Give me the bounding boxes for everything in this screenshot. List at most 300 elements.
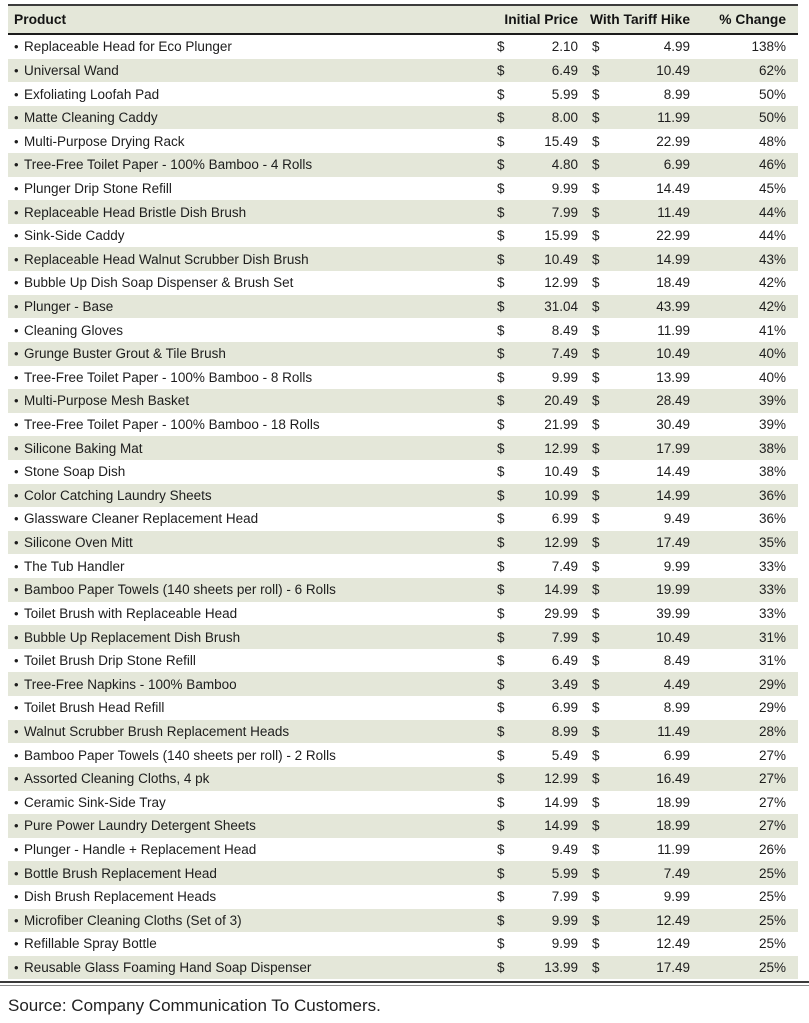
bullet-icon: •: [14, 322, 19, 338]
table-row: [8, 625, 798, 649]
pct-change-cell: 46%: [692, 153, 798, 177]
tariff-price-cell: [580, 814, 692, 838]
pct-change-cell: 25%: [692, 956, 798, 980]
pct-change-cell: 31%: [692, 625, 798, 649]
product-name: Walnut Scrubber Brush Replacement Heads: [24, 723, 290, 739]
initial-price-cell: [490, 224, 580, 248]
currency-symbol: $: [592, 369, 600, 385]
currency-symbol: $: [592, 700, 600, 716]
currency-symbol: $: [497, 912, 505, 928]
pct-change-cell: 138%: [692, 34, 798, 59]
tariff-price-cell: [580, 436, 692, 460]
currency-symbol: $: [497, 180, 505, 196]
tariff-price-value: 28.49: [656, 393, 690, 409]
product-cell: [8, 507, 490, 531]
table-row: [8, 129, 798, 153]
bullet-icon: •: [14, 842, 19, 858]
product-name: Plunger - Base: [24, 299, 114, 314]
pct-change-cell: 29%: [692, 672, 798, 696]
initial-price-cell: [490, 106, 580, 130]
currency-symbol: $: [592, 842, 600, 858]
currency-symbol: $: [497, 558, 505, 574]
product-name: Replaceable Head Bristle Dish Brush: [24, 204, 247, 220]
table-row: [8, 460, 798, 484]
tariff-price-cell: [580, 342, 692, 366]
product-name: The Tub Handler: [24, 558, 125, 574]
initial-price-value: 5.99: [551, 865, 578, 881]
tariff-price-value: 8.99: [663, 86, 690, 102]
initial-price-value: 9.99: [551, 369, 578, 385]
currency-symbol: $: [497, 487, 505, 503]
currency-symbol: $: [592, 487, 600, 503]
tariff-price-value: 10.49: [656, 629, 690, 645]
bullet-icon: •: [14, 582, 19, 598]
initial-price-cell: [490, 767, 580, 791]
currency-symbol: $: [592, 794, 600, 810]
tariff-price-cell: [580, 625, 692, 649]
bullet-icon: •: [14, 936, 19, 952]
table-row: [8, 838, 798, 862]
table-row: [8, 436, 798, 460]
initial-price-value: 31.04: [544, 299, 578, 314]
initial-price-value: 3.49: [551, 676, 578, 692]
product-cell: [8, 271, 490, 295]
tariff-price-value: 8.49: [663, 653, 690, 669]
product-cell: [8, 295, 490, 319]
tariff-price-cell: [580, 767, 692, 791]
tariff-price-value: 16.49: [656, 771, 690, 787]
currency-symbol: $: [497, 653, 505, 669]
table-row: [8, 554, 798, 578]
tariff-price-cell: [580, 200, 692, 224]
bullet-icon: •: [14, 794, 19, 810]
table-row: [8, 224, 798, 248]
currency-symbol: $: [497, 133, 505, 149]
product-cell: [8, 791, 490, 815]
product-cell: [8, 672, 490, 696]
product-cell: [8, 649, 490, 673]
tariff-price-value: 8.99: [663, 700, 690, 716]
product-cell: [8, 696, 490, 720]
product-name: Bubble Up Replacement Dish Brush: [24, 629, 241, 645]
currency-symbol: $: [592, 228, 600, 244]
tariff-price-cell: [580, 696, 692, 720]
bullet-icon: •: [14, 393, 19, 409]
product-name: Toilet Brush with Replaceable Head: [24, 605, 238, 621]
bullet-icon: •: [14, 299, 19, 314]
product-name: Toilet Brush Head Refill: [24, 700, 165, 716]
product-name: Stone Soap Dish: [24, 464, 126, 480]
pct-change-cell: 36%: [692, 484, 798, 508]
product-name: Matte Cleaning Caddy: [24, 110, 158, 126]
initial-price-cell: [490, 82, 580, 106]
pct-change-cell: 27%: [692, 743, 798, 767]
price-hike-table-exhibit: [0, 4, 809, 1023]
table-row: [8, 861, 798, 885]
tariff-price-value: 10.49: [656, 62, 690, 78]
currency-symbol: $: [497, 771, 505, 787]
pct-change-cell: 36%: [692, 507, 798, 531]
currency-symbol: $: [497, 794, 505, 810]
currency-symbol: $: [592, 960, 600, 976]
currency-symbol: $: [497, 865, 505, 881]
tariff-price-cell: [580, 909, 692, 933]
pct-change-cell: 42%: [692, 271, 798, 295]
product-cell: [8, 59, 490, 83]
pct-change-cell: 44%: [692, 224, 798, 248]
pct-change-cell: 26%: [692, 838, 798, 862]
table-row: [8, 247, 798, 271]
tariff-price-value: 39.99: [656, 605, 690, 621]
table-row: [8, 153, 798, 177]
table-row: [8, 743, 798, 767]
bullet-icon: •: [14, 440, 19, 456]
tariff-price-cell: [580, 885, 692, 909]
tariff-price-value: 11.99: [657, 110, 690, 126]
tariff-price-cell: [580, 247, 692, 271]
initial-price-value: 29.99: [544, 605, 578, 621]
initial-price-value: 15.49: [544, 133, 578, 149]
product-name: Grunge Buster Grout & Tile Brush: [24, 346, 226, 362]
tariff-price-value: 6.99: [663, 157, 690, 173]
product-name: Dish Brush Replacement Heads: [24, 889, 217, 905]
currency-symbol: $: [592, 62, 600, 78]
currency-symbol: $: [497, 110, 505, 126]
table-row: [8, 59, 798, 83]
tariff-price-value: 22.99: [656, 133, 690, 149]
currency-symbol: $: [592, 440, 600, 456]
currency-symbol: $: [497, 582, 505, 598]
currency-symbol: $: [497, 723, 505, 739]
tariff-price-value: 11.99: [657, 322, 690, 338]
table-row: [8, 82, 798, 106]
initial-price-value: 6.99: [551, 511, 578, 527]
product-cell: [8, 531, 490, 555]
product-name: Plunger - Handle + Replacement Head: [24, 842, 257, 858]
currency-symbol: $: [592, 299, 600, 314]
pct-change-cell: 25%: [692, 909, 798, 933]
product-cell: [8, 861, 490, 885]
product-name: Reusable Glass Foaming Hand Soap Dispenser: [24, 960, 312, 976]
currency-symbol: $: [497, 157, 505, 173]
initial-price-cell: [490, 743, 580, 767]
pct-change-cell: 25%: [692, 885, 798, 909]
initial-price-cell: [490, 578, 580, 602]
tariff-price-value: 10.49: [656, 346, 690, 362]
initial-price-cell: [490, 413, 580, 437]
product-name: Microfiber Cleaning Cloths (Set of 3): [24, 912, 242, 928]
currency-symbol: $: [592, 180, 600, 196]
bullet-icon: •: [14, 558, 19, 574]
tariff-price-value: 18.49: [656, 275, 690, 291]
product-cell: [8, 625, 490, 649]
table-row: [8, 909, 798, 933]
product-cell: [8, 318, 490, 342]
table-row: [8, 318, 798, 342]
bullet-icon: •: [14, 417, 19, 433]
pct-change-cell: 39%: [692, 413, 798, 437]
bullet-icon: •: [14, 535, 19, 551]
currency-symbol: $: [592, 747, 600, 763]
tariff-price-value: 17.49: [656, 535, 690, 551]
tariff-price-value: 18.99: [656, 794, 690, 810]
currency-symbol: $: [497, 204, 505, 220]
product-cell: [8, 34, 490, 59]
initial-price-cell: [490, 814, 580, 838]
product-cell: [8, 720, 490, 744]
initial-price-cell: [490, 861, 580, 885]
table-row: [8, 720, 798, 744]
table-row: [8, 484, 798, 508]
initial-price-value: 6.49: [551, 653, 578, 669]
pct-change-cell: 29%: [692, 696, 798, 720]
product-name: Tree-Free Toilet Paper - 100% Bamboo - 4 Rolls: [24, 157, 313, 173]
initial-price-value: 12.99: [544, 535, 578, 551]
table-row: [8, 389, 798, 413]
currency-symbol: $: [497, 62, 505, 78]
currency-symbol: $: [592, 393, 600, 409]
currency-symbol: $: [592, 818, 600, 834]
tariff-price-cell: [580, 932, 692, 956]
bullet-icon: •: [14, 204, 19, 220]
bullet-icon: •: [14, 605, 19, 621]
product-cell: [8, 413, 490, 437]
pct-change-cell: 28%: [692, 720, 798, 744]
tariff-price-value: 12.49: [656, 936, 690, 952]
initial-price-cell: [490, 531, 580, 555]
currency-symbol: $: [497, 535, 505, 551]
tariff-price-cell: [580, 861, 692, 885]
tariff-price-cell: [580, 956, 692, 980]
product-cell: [8, 838, 490, 862]
initial-price-cell: [490, 791, 580, 815]
initial-price-value: 6.49: [551, 62, 578, 78]
pct-change-cell: 31%: [692, 649, 798, 673]
table-row: [8, 106, 798, 130]
initial-price-value: 7.99: [551, 889, 578, 905]
tariff-price-cell: [580, 554, 692, 578]
product-cell: [8, 602, 490, 626]
tariff-price-value: 9.49: [663, 511, 690, 527]
tariff-price-cell: [580, 838, 692, 862]
initial-price-cell: [490, 602, 580, 626]
initial-price-value: 21.99: [544, 417, 578, 433]
currency-symbol: $: [497, 676, 505, 692]
product-cell: [8, 389, 490, 413]
initial-price-cell: [490, 59, 580, 83]
product-name: Bubble Up Dish Soap Dispenser & Brush Set: [24, 275, 294, 291]
table-row: [8, 507, 798, 531]
currency-symbol: $: [592, 558, 600, 574]
tariff-price-value: 11.49: [657, 723, 690, 739]
product-name: Multi-Purpose Drying Rack: [24, 133, 185, 149]
bullet-icon: •: [14, 653, 19, 669]
product-name: Refillable Spray Bottle: [24, 936, 157, 952]
initial-price-cell: [490, 507, 580, 531]
table-row: [8, 34, 798, 59]
bullet-icon: •: [14, 369, 19, 385]
initial-price-value: 7.49: [551, 558, 578, 574]
tariff-price-value: 19.99: [656, 582, 690, 598]
product-cell: [8, 82, 490, 106]
tariff-price-cell: [580, 578, 692, 602]
product-cell: [8, 106, 490, 130]
pct-change-cell: 44%: [692, 200, 798, 224]
initial-price-cell: [490, 838, 580, 862]
initial-price-cell: [490, 177, 580, 201]
tariff-price-value: 9.99: [663, 558, 690, 574]
currency-symbol: $: [497, 299, 505, 314]
currency-symbol: $: [592, 346, 600, 362]
pct-change-cell: 33%: [692, 554, 798, 578]
bullet-icon: •: [14, 511, 19, 527]
table-row: [8, 956, 798, 980]
table-row: [8, 342, 798, 366]
currency-symbol: $: [592, 275, 600, 291]
tariff-price-cell: [580, 602, 692, 626]
initial-price-cell: [490, 34, 580, 59]
tariff-price-cell: [580, 295, 692, 319]
tariff-price-value: 14.99: [656, 487, 690, 503]
product-name: Silicone Oven Mitt: [24, 535, 133, 551]
product-name: Replaceable Head for Eco Plunger: [24, 39, 232, 55]
initial-price-cell: [490, 295, 580, 319]
product-cell: [8, 885, 490, 909]
initial-price-value: 8.49: [551, 322, 578, 338]
bullet-icon: •: [14, 275, 19, 291]
initial-price-cell: [490, 649, 580, 673]
initial-price-value: 9.99: [551, 912, 578, 928]
bullet-icon: •: [14, 346, 19, 362]
currency-symbol: $: [592, 511, 600, 527]
product-cell: [8, 460, 490, 484]
product-cell: [8, 956, 490, 980]
column-header-pct-change: % Change: [692, 5, 798, 34]
tariff-price-value: 14.49: [656, 464, 690, 480]
product-name: Cleaning Gloves: [24, 322, 124, 338]
pct-change-cell: 45%: [692, 177, 798, 201]
initial-price-value: 12.99: [544, 771, 578, 787]
currency-symbol: $: [497, 275, 505, 291]
currency-symbol: $: [592, 629, 600, 645]
initial-price-value: 12.99: [544, 440, 578, 456]
tariff-price-value: 6.99: [663, 747, 690, 763]
tariff-price-cell: [580, 484, 692, 508]
currency-symbol: $: [592, 605, 600, 621]
initial-price-cell: [490, 956, 580, 980]
table-row: [8, 791, 798, 815]
source-note: Source: Company Communication To Customers.: [8, 996, 381, 1016]
tariff-price-cell: [580, 649, 692, 673]
tariff-price-value: 17.49: [656, 960, 690, 976]
product-cell: [8, 200, 490, 224]
table-row: [8, 578, 798, 602]
initial-price-value: 6.99: [551, 700, 578, 716]
product-cell: [8, 743, 490, 767]
bullet-icon: •: [14, 912, 19, 928]
pct-change-cell: 27%: [692, 791, 798, 815]
product-cell: [8, 578, 490, 602]
initial-price-value: 9.99: [551, 180, 578, 196]
currency-symbol: $: [592, 771, 600, 787]
tariff-price-cell: [580, 507, 692, 531]
column-header-product: Product: [8, 5, 490, 34]
initial-price-value: 13.99: [544, 960, 578, 976]
currency-symbol: $: [592, 322, 600, 338]
initial-price-value: 10.49: [544, 464, 578, 480]
pct-change-cell: 38%: [692, 436, 798, 460]
currency-symbol: $: [497, 842, 505, 858]
table-row: [8, 366, 798, 390]
tariff-price-value: 17.99: [656, 440, 690, 456]
currency-symbol: $: [592, 251, 600, 267]
bullet-icon: •: [14, 960, 19, 976]
bullet-icon: •: [14, 180, 19, 196]
table-container: [8, 4, 798, 979]
table-row: [8, 271, 798, 295]
bullet-icon: •: [14, 629, 19, 645]
currency-symbol: $: [592, 653, 600, 669]
column-header-initial-price: Initial Price: [490, 5, 580, 34]
currency-symbol: $: [497, 322, 505, 338]
tariff-price-cell: [580, 791, 692, 815]
currency-symbol: $: [592, 865, 600, 881]
bullet-icon: •: [14, 62, 19, 78]
table-row: [8, 767, 798, 791]
currency-symbol: $: [592, 133, 600, 149]
product-cell: [8, 366, 490, 390]
initial-price-value: 10.49: [544, 251, 578, 267]
product-cell: [8, 932, 490, 956]
tariff-price-cell: [580, 153, 692, 177]
pct-change-cell: 40%: [692, 342, 798, 366]
tariff-price-cell: [580, 34, 692, 59]
tariff-price-cell: [580, 59, 692, 83]
tariff-price-value: 9.99: [663, 889, 690, 905]
product-name: Pure Power Laundry Detergent Sheets: [24, 818, 256, 834]
currency-symbol: $: [497, 369, 505, 385]
product-name: Ceramic Sink-Side Tray: [24, 794, 166, 810]
bullet-icon: •: [14, 676, 19, 692]
initial-price-value: 20.49: [544, 393, 578, 409]
pct-change-cell: 43%: [692, 247, 798, 271]
currency-symbol: $: [497, 251, 505, 267]
tariff-price-cell: [580, 413, 692, 437]
currency-symbol: $: [497, 417, 505, 433]
product-cell: [8, 129, 490, 153]
tariff-price-value: 13.99: [656, 369, 690, 385]
initial-price-value: 14.99: [544, 582, 578, 598]
tariff-price-value: 30.49: [656, 417, 690, 433]
table-header: [8, 5, 798, 34]
tariff-price-value: 12.49: [656, 912, 690, 928]
tariff-price-cell: [580, 318, 692, 342]
initial-price-value: 10.99: [544, 487, 578, 503]
product-cell: [8, 814, 490, 838]
initial-price-value: 15.99: [544, 228, 578, 244]
tariff-price-cell: [580, 366, 692, 390]
initial-price-cell: [490, 366, 580, 390]
currency-symbol: $: [497, 464, 505, 480]
initial-price-cell: [490, 932, 580, 956]
initial-price-cell: [490, 436, 580, 460]
table-row: [8, 531, 798, 555]
pct-change-cell: 42%: [692, 295, 798, 319]
product-name: Plunger Drip Stone Refill: [24, 180, 172, 196]
tariff-price-value: 4.99: [663, 39, 690, 55]
product-name: Tree-Free Toilet Paper - 100% Bamboo - 18 Rolls: [24, 417, 320, 433]
initial-price-cell: [490, 720, 580, 744]
